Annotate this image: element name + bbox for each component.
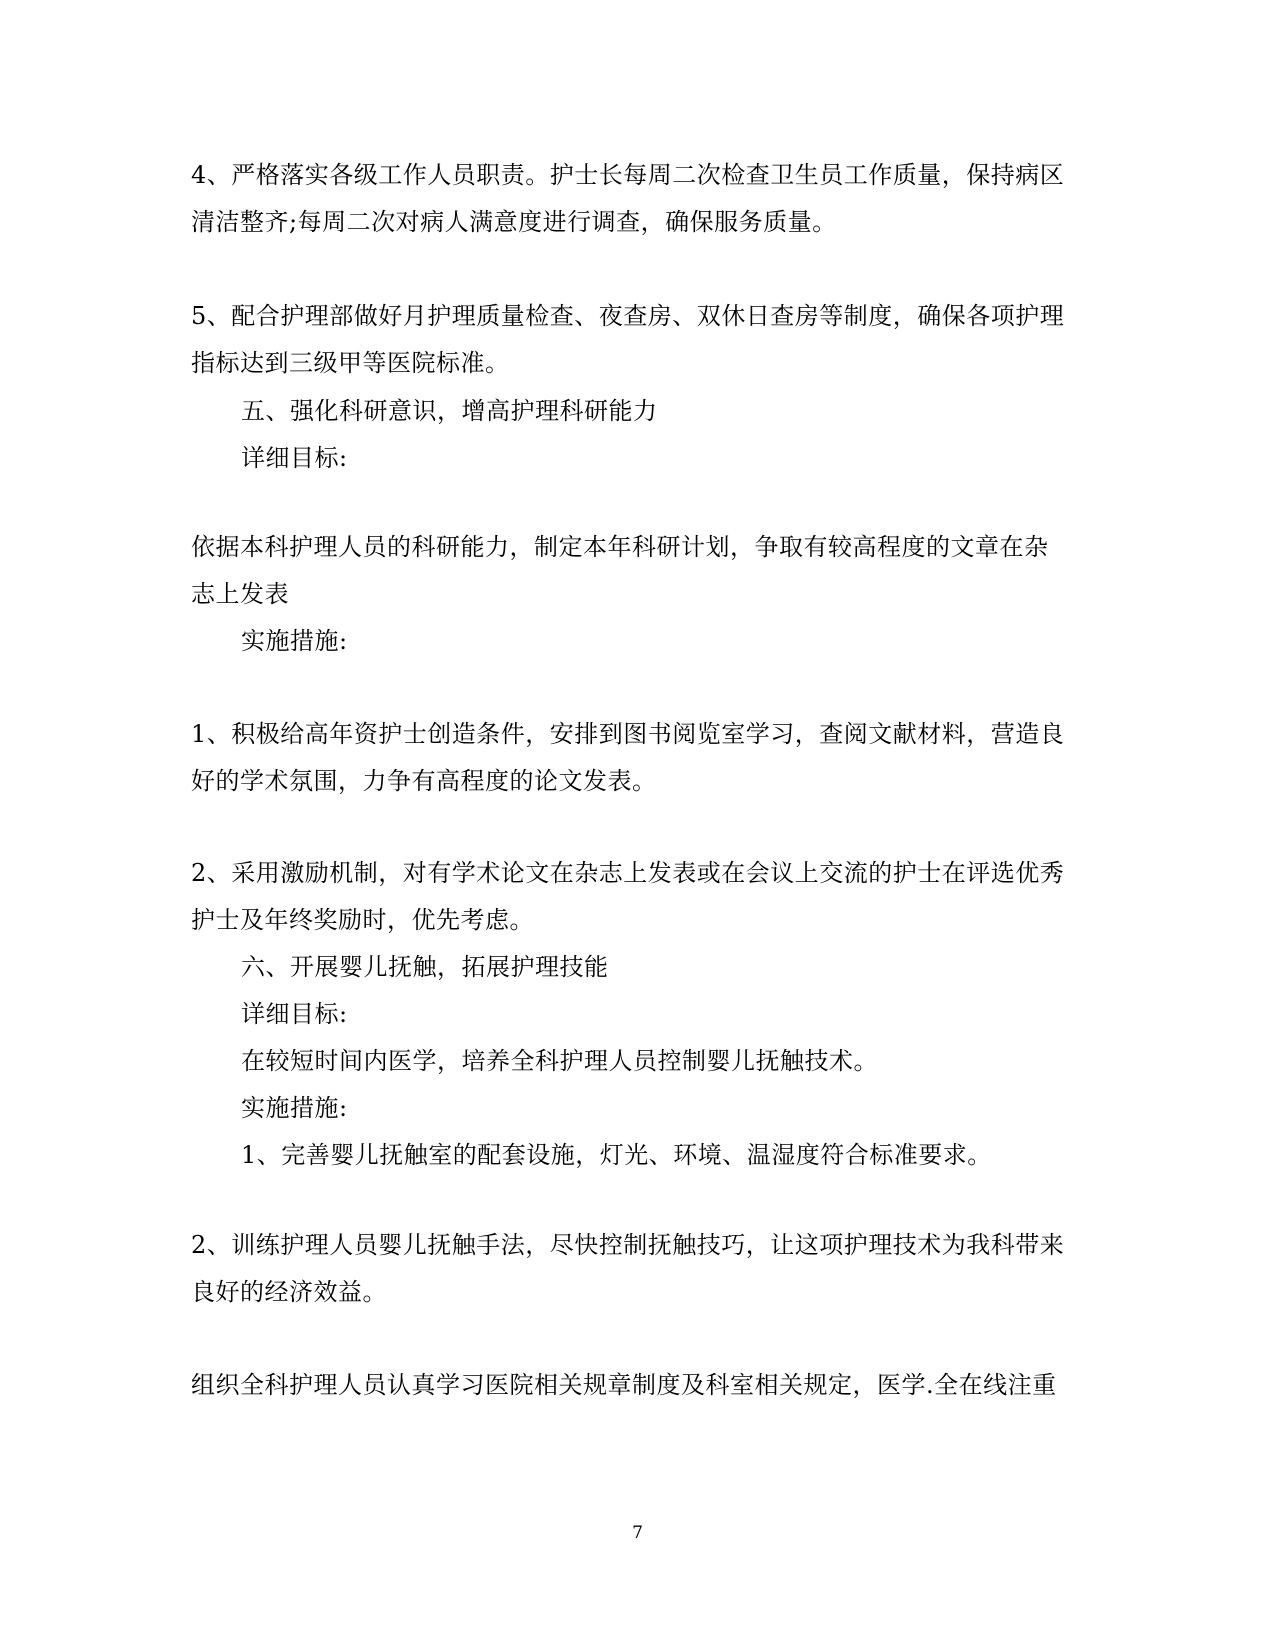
paragraph-line: 依据本科护理人员的科研能力，制定本年科研计划，争取有较高程度的文章在杂: [191, 533, 1049, 561]
paragraph-line: 1、积极给高年资护士创造条件，安排到图书阅览室学习，查阅文献材料，营造良: [191, 720, 1065, 748]
paragraph-line: 1、完善婴儿抚触室的配套设施，灯光、环境、温湿度符合标准要求。: [241, 1141, 992, 1169]
paragraph-line: 护士及年终奖励时，优先考虑。: [191, 906, 534, 934]
subheading: 详细目标:: [241, 444, 348, 472]
paragraph-line: 清洁整齐;每周二次对病人满意度进行调查，确保服务质量。: [191, 208, 837, 236]
paragraph-line: 良好的经济效益。: [191, 1278, 387, 1306]
paragraph-line: 好的学术氛围，力争有高程度的论文发表。: [191, 767, 657, 795]
paragraph-line: 指标达到三级甲等医院标准。: [191, 349, 510, 377]
subheading: 实施措施:: [241, 627, 348, 655]
section-heading: 六、开展婴儿抚触，拓展护理技能: [241, 953, 609, 981]
section-heading: 五、强化科研意识，增高护理科研能力: [241, 397, 658, 425]
paragraph-line: 组织全科护理人员认真学习医院相关规章制度及科室相关规定，医学.全在线注重: [191, 1371, 1057, 1399]
subheading: 实施措施:: [241, 1094, 348, 1122]
paragraph-line: 2、采用激励机制，对有学术论文在杂志上发表或在会议上交流的护士在评选优秀: [191, 859, 1065, 887]
paragraph-line: 4、严格落实各级工作人员职责。护士长每周二次检查卫生员工作质量，保持病区: [191, 161, 1065, 189]
paragraph-line: 2、训练护理人员婴儿抚触手法，尽快控制抚触技巧，让这项护理技术为我科带来: [191, 1231, 1065, 1259]
subheading: 详细目标:: [241, 1000, 348, 1028]
paragraph-line: 志上发表: [191, 580, 289, 608]
page-number: 7: [632, 1523, 643, 1543]
paragraph-line: 5、配合护理部做好月护理质量检查、夜查房、双休日查房等制度，确保各项护理: [191, 302, 1065, 330]
paragraph-line: 在较短时间内医学，培养全科护理人员控制婴儿抚触技术。: [241, 1047, 878, 1075]
